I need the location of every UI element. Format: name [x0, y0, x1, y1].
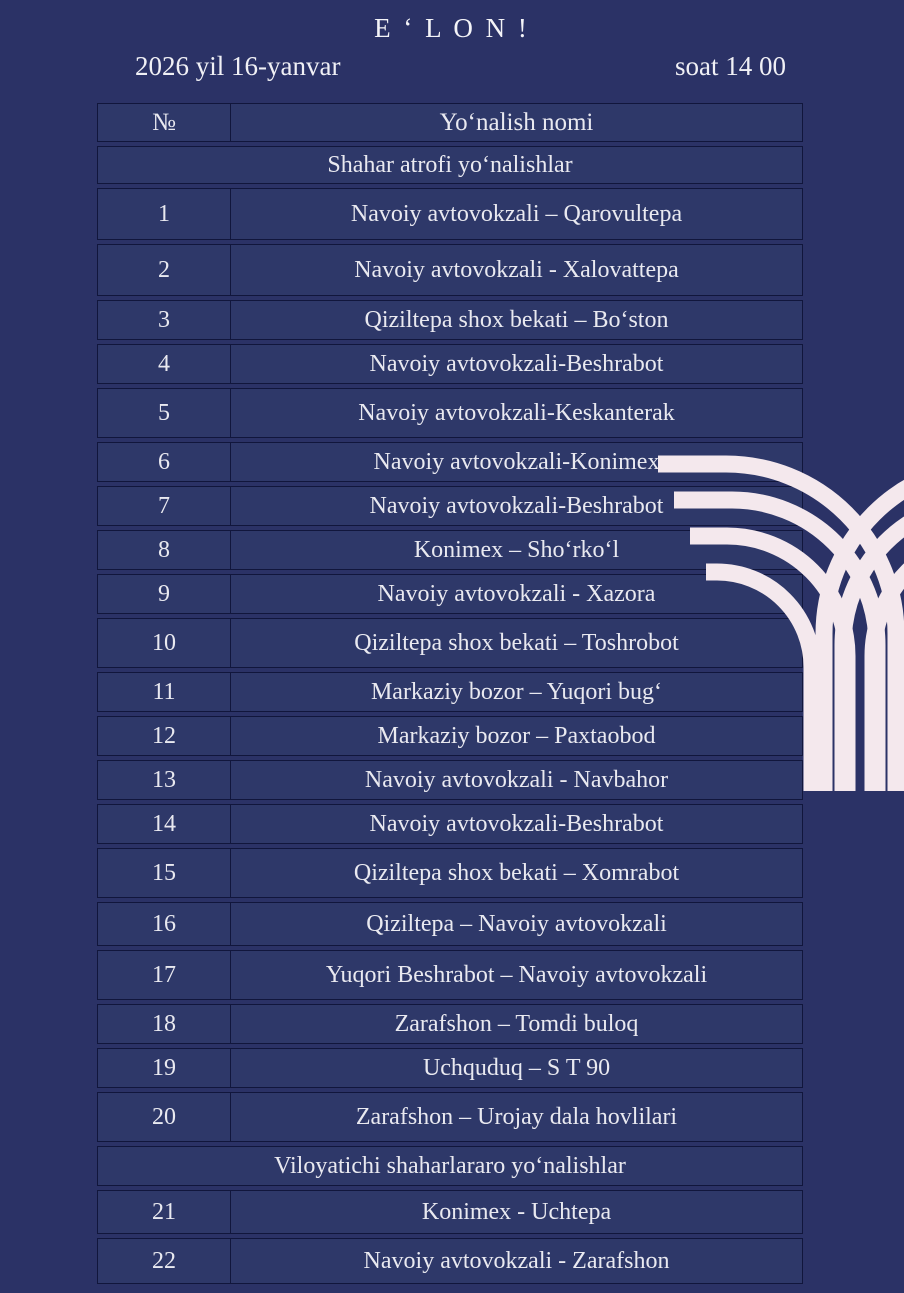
route-name: Zarafshon – Tomdi buloq	[230, 1004, 803, 1044]
table-row	[97, 804, 803, 844]
route-name: Navoiy avtovokzali - Xalovattepa	[230, 244, 803, 296]
table-row	[97, 388, 803, 438]
route-name: Navoiy avtovokzali - Navbahor	[230, 760, 803, 800]
row-number: 17	[97, 950, 230, 1000]
page-title: E ʻ L O N !	[374, 13, 530, 43]
row-number: 14	[97, 804, 230, 844]
table-row	[97, 530, 803, 570]
row-number: 13	[97, 760, 230, 800]
table-row	[97, 1092, 803, 1142]
row-number: 1	[97, 188, 230, 240]
row-number: 19	[97, 1048, 230, 1088]
table-row	[97, 716, 803, 756]
route-name: Navoiy avtovokzali-Beshrabot	[230, 804, 803, 844]
row-number: 7	[97, 486, 230, 526]
table-row	[97, 950, 803, 1000]
table-row	[97, 1238, 803, 1284]
table-row	[97, 188, 803, 240]
route-name: Markaziy bozor – Yuqori bugʻ	[230, 672, 803, 712]
date-row	[0, 51, 904, 82]
table-row	[97, 1190, 803, 1234]
section-header-row	[97, 146, 803, 184]
row-number: 12	[97, 716, 230, 756]
row-number: 10	[97, 618, 230, 668]
table-row	[97, 1048, 803, 1088]
row-number: 2	[97, 244, 230, 296]
table-row	[97, 344, 803, 384]
table-row	[97, 442, 803, 482]
table-row	[97, 760, 803, 800]
logo-right-stripe-3	[873, 536, 904, 791]
row-number: 15	[97, 848, 230, 898]
table-row	[97, 244, 803, 296]
logo-right-stripe-1	[824, 464, 904, 791]
route-name: Markaziy bozor – Paxtaobod	[230, 716, 803, 756]
logo-right-stripe-2	[843, 500, 904, 791]
route-name: Konimex - Uchtepa	[230, 1190, 803, 1234]
column-header-route: Yoʻnalish nomi	[230, 103, 803, 142]
row-number: 6	[97, 442, 230, 482]
row-number: 9	[97, 574, 230, 614]
date-text: 2026 yil 16-yanvar	[135, 51, 341, 81]
row-number: 22	[97, 1238, 230, 1284]
row-number: 3	[97, 300, 230, 340]
row-number: 5	[97, 388, 230, 438]
table-row	[97, 618, 803, 668]
route-name: Qiziltepa shox bekati – Xomrabot	[230, 848, 803, 898]
row-number: 21	[97, 1190, 230, 1234]
column-header-number: №	[97, 103, 230, 142]
row-number: 16	[97, 902, 230, 946]
route-name: Navoiy avtovokzali-Beshrabot	[230, 344, 803, 384]
table-row	[97, 103, 803, 142]
route-name: Navoiy avtovokzali-Keskanterak	[230, 388, 803, 438]
route-name: Navoiy avtovokzali - Xazora	[230, 574, 803, 614]
route-name: Yuqori Beshrabot – Navoiy avtovokzali	[230, 950, 803, 1000]
table-row	[97, 1004, 803, 1044]
route-name: Navoiy avtovokzali-Beshrabot	[230, 486, 803, 526]
route-name: Navoiy avtovokzali - Zarafshon	[230, 1238, 803, 1284]
routes-table	[97, 103, 803, 1288]
row-number: 20	[97, 1092, 230, 1142]
row-number: 18	[97, 1004, 230, 1044]
row-number: 4	[97, 344, 230, 384]
route-name: Navoiy avtovokzali – Qarovultepa	[230, 188, 803, 240]
table-row	[97, 574, 803, 614]
route-name: Konimex – Shoʻrkoʻl	[230, 530, 803, 570]
table-row	[97, 902, 803, 946]
route-name: Qiziltepa – Navoiy avtovokzali	[230, 902, 803, 946]
route-name: Navoiy avtovokzali-Konimex	[230, 442, 803, 482]
table-row	[97, 672, 803, 712]
table-row	[97, 848, 803, 898]
section-label: Shahar atrofi yoʻnalishlar	[97, 146, 803, 184]
section-label: Viloyatichi shaharlararo yoʻnalishlar	[97, 1146, 803, 1186]
route-name: Qiziltepa shox bekati – Toshrobot	[230, 618, 803, 668]
route-name: Zarafshon – Urojay dala hovlilari	[230, 1092, 803, 1142]
table-row	[97, 486, 803, 526]
route-name: Qiziltepa shox bekati – Boʻston	[230, 300, 803, 340]
table-row	[97, 300, 803, 340]
row-number: 8	[97, 530, 230, 570]
time-text: soat 14 00	[675, 51, 786, 81]
row-number: 11	[97, 672, 230, 712]
route-name: Uchquduq – S T 90	[230, 1048, 803, 1088]
section-header-row	[97, 1146, 803, 1186]
